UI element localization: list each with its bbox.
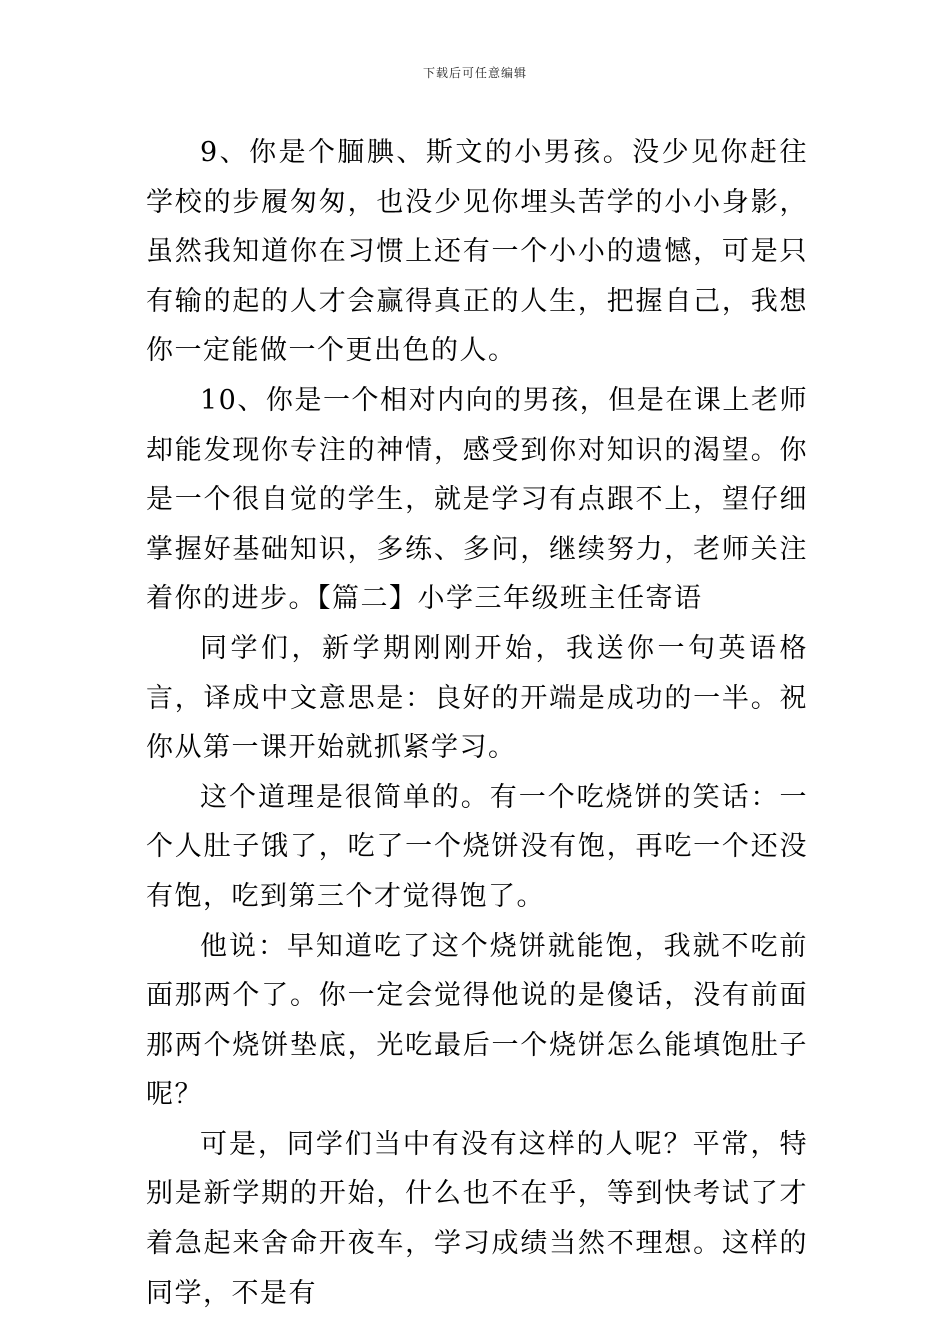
paragraph: 这个道理是很简单的。有一个吃烧饼的笑话：一个人肚子饿了，吃了一个烧饼没有饱，再吃一个还没有饱，吃到第三个才觉得饱了。 [146, 781, 808, 912]
paragraph: 9、你是个腼腆、斯文的小男孩。没少见你赶往学校的步履匆匆，也没少见你埋头苦学的小小身影，虽然我知道你在习惯上还有一个小小的遗憾，可是只有输的起的人才会赢得真正的人生，把握自己，我想你一定能做一个更出色的人。 [146, 137, 808, 367]
page-header: 下载后可任意编辑 [422, 66, 527, 80]
paragraph: 同学们，新学期刚刚开始，我送你一句英语格言，译成中文意思是：良好的开端是成功的一半。祝你从第一课开始就抓紧学习。 [146, 632, 808, 764]
paragraph: 可是，同学们当中有没有这样的人呢？平常，特别是新学期的开始，什么也不在乎，等到快考试了才着急起来舍命开夜车，学习成绩当然不理想。这样的同学，不是有 [146, 1128, 808, 1309]
paragraph: 10、你是一个相对内向的男孩，但是在课上老师却能发现你专注的神情，感受到你对知识的渴望。你是一个很自觉的学生，就是学习有点跟不上，望仔细掌握好基础知识，多练、多问，继续努力，老师关注着你的进步。【篇二】小学三年级班主任寄语 [146, 384, 808, 615]
paragraph: 他说：早知道吃了这个烧饼就能饱，我就不吃前面那两个了。你一定会觉得他说的是傻话，没有前面那两个烧饼垫底，光吃最后一个烧饼怎么能填饱肚子呢？ [146, 930, 808, 1111]
document-body [146, 128, 808, 1318]
